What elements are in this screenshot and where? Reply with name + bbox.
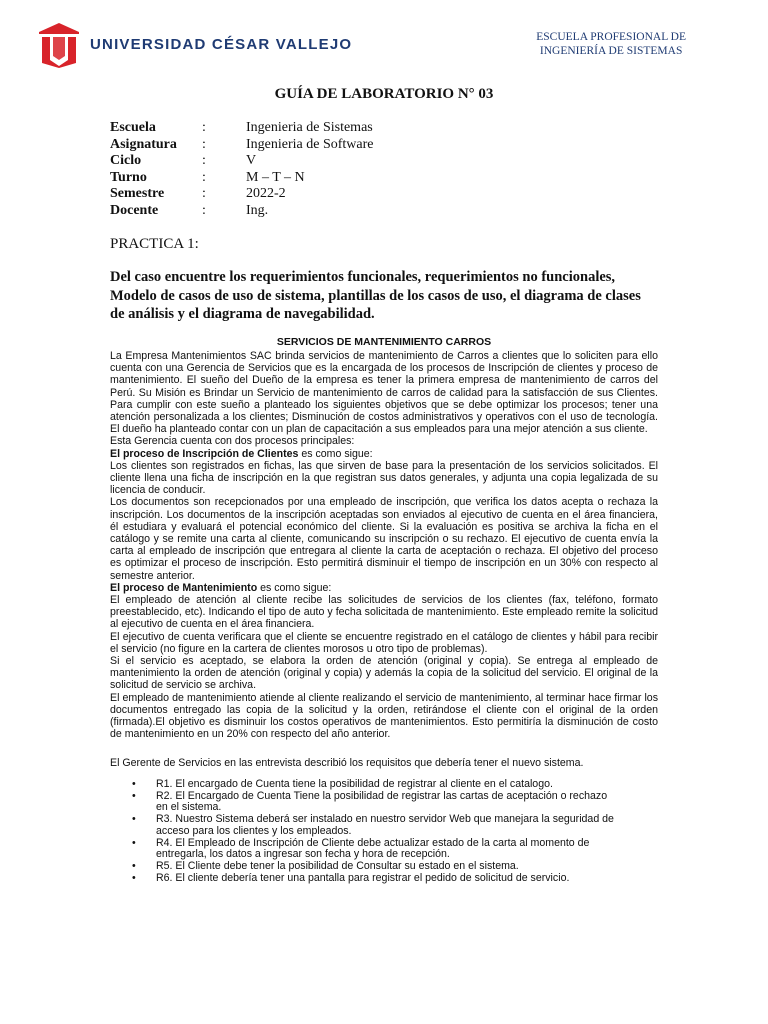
info-row [110,170,374,187]
practice-heading: PRACTICA 1: [110,236,199,252]
info-key: Turno [110,169,147,185]
info-row [110,120,374,137]
paragraph: Si el servicio es aceptado, se elabora la orden de atención (original y copia). Se entrega al empleado de mantenimiento la orden de atención (original y copia) y además la copia de la solicitud del servicio. El original de la solicitud de servicio se archiva. [110,655,658,692]
ucv-shield-icon [36,20,82,68]
bullet-icon: • [132,872,136,885]
requirement-text: R2. El Encargado de Cuenta Tiene la posibilidad de registrar las cartas de aceptación o rechazo en el sistema. [156,789,608,814]
manager-paragraph: El Gerente de Servicios en las entrevista describió los requisitos que debería tener el nuevo sistema. [110,756,584,769]
case-body [110,350,658,885]
info-sep: : [202,202,206,218]
list-item [110,779,658,791]
info-sep: : [202,120,206,135]
info-key: Ciclo [110,153,142,168]
case-title: SERVICIOS DE MANTENIMIENTO CARROS [276,336,492,348]
paragraph: El empleado de mantenimiento atiende al cliente realizando el servicio de mantenimiento, al terminar hace firmar los documentos entregado las copia de la solicitud y la orden, retirándose el cliente con el original de la orden (firmada).El objetivo es disminuir los costos operativos de mantenimientos. Esto permitiría la disminución de costo de mantenimiento en un 20% con respecto del año anterior. [110,691,658,741]
instructions: Del caso encuentre los requerimientos funcionales, requerimientos no funcionales, Modelo de casos de uso de sistema, plantillas de los casos de uso, el diagrama de clases de análisis y el diagrama de navegabilidad. [110,269,641,322]
paragraph: El ejecutivo de cuenta verificara que el cliente se encuentre registrado en el catálogo de clientes y hábil para recibir el servicio (no figure en la cartera de clientes morosos u otro tipo de problemas). [110,630,658,655]
info-key: Semestre [110,186,165,201]
bullet-icon: • [132,813,136,826]
requirements-list [110,779,658,885]
info-sep: : [202,153,206,168]
process-heading-mantenimiento [110,582,658,594]
requirement-text: R6. El cliente debería tener una pantalla para registrar el pedido de solicitud de servicio. [156,872,570,885]
info-key: Asignatura [110,136,177,152]
info-row [110,203,374,220]
university-name: UNIVERSIDAD CÉSAR VALLEJO [90,35,353,53]
list-item [110,791,658,815]
info-row [110,137,374,154]
info-key: Escuela [110,120,156,135]
intro-paragraph-2: Esta Gerencia cuenta con dos procesos principales: [110,435,355,448]
requirement-text: R3. Nuestro Sistema deberá ser instalado en nuestro servidor Web que manejara la seguridad de acceso para los clientes y los empleados. [156,813,614,837]
school-line-1: ESCUELA PROFESIONAL DE [536,31,686,43]
requirement-text: R1. El encargado de Cuenta tiene la posibilidad de registrar al cliente en el catalogo. [156,777,553,790]
bullet-icon: • [132,789,136,802]
info-row [110,153,374,170]
info-sep: : [202,169,206,185]
process-suffix: es como sigue: [257,581,332,594]
process-title: El proceso de Mantenimiento [110,581,258,594]
info-sep: : [202,186,206,201]
list-item [110,814,658,838]
info-value: Ingenieria de Software [246,136,374,152]
info-value: V [246,153,257,168]
info-value: Ingenieria de Sistemas [246,120,373,135]
info-value: Ing. [246,202,269,218]
info-sep: : [202,136,206,152]
school-line-2: INGENIERÍA DE SISTEMAS [539,45,683,57]
paragraph: Los documentos son recepcionados por una empleado de inscripción, que verifica los datos acepta o rechaza la inscripción. Los documentos de la inscripción aceptadas son enviados al ejecutivo de cuenta en el área financiera, él estudiara y evaluará el potencial económico del cliente. Si la evaluación es positiva se archiva la ficha en el catálogo y se remite una carta al cliente, comunicando su inscripción o su rechazo. El ejecutivo de cuenta envía la carta al empleado de inscripción que entregara al cliente la carta de aceptación o rechaza. El objetivo del proceso es optimizar el proceso de inscripción. Esto permitirá disminuir el tiempo de inscripción en un 30% con respecto al semestre anterior. [110,496,658,582]
bullet-icon: • [132,836,136,849]
document-title: GUÍA DE LABORATORIO N° 03 [274,86,494,102]
bullet-icon: • [132,860,136,873]
process-title: El proceso de Inscripción de Clientes [110,447,299,460]
requirement-text: R5. El Cliente debe tener la posibilidad de Consultar su estado en el sistema. [156,860,519,873]
info-value: M – T – N [246,169,305,185]
requirement-text: R4. El Empleado de Inscripción de Cliente debe actualizar estado de la carta al momento de entregarla, los datos a ingresar son fecha y hora de recepción. [156,836,590,861]
list-item [110,838,658,862]
university-logo [36,20,352,68]
info-value: 2022-2 [246,186,286,201]
process-suffix: es como sigue: [298,447,373,460]
info-row [110,186,374,203]
paragraph: El empleado de atención al cliente recibe las solicitudes de servicios de los clientes (fax, teléfono, formato preestablecido, etc). Indicando el tipo de auto y fecha solicitada de mantenimiento. Este empleado remite la solicitud al ejecutivo de cuenta en el área financiera. [110,594,658,631]
process-heading-inscripcion [110,448,658,460]
spacer [110,741,658,757]
info-key: Docente [110,202,159,218]
list-item [110,873,658,885]
bullet-icon: • [132,777,136,790]
intro-paragraph: La Empresa Mantenimientos SAC brinda servicios de mantenimiento de Carros a clientes que lo soliciten para ello cuenta con una Gerencia de Servicios que es la encargada de los procesos de Inscripción de clientes y proceso de mantenimiento. El sueño del Dueño de la empresa es tener la primera empresa de mantenimiento de carros del Perú. Su Misión es Brindar un Servicio de mantenimiento de carros de calidad para la satisfacción de sus Clientes. Para cumplir con este sueño a planteado los siguientes objetivos que se debe optimizar los procesos; tener una atención personalizada a los clientes; Disminución de costos administrativos y operativos con el uso de tecnología. El dueño ha planteado contar con un plan de capacitación a sus empleados para una mejor atención a sus cliente. [110,350,658,436]
school-name [536,30,686,58]
paragraph: Los clientes son registrados en fichas, las que sirven de base para la presentación de los servicios solicitados. El cliente llena una ficha de inscripción en la que registran sus datos generales, y adjunta una copia legalizada de su licencia de conducir. [110,459,658,497]
info-table [110,120,374,219]
